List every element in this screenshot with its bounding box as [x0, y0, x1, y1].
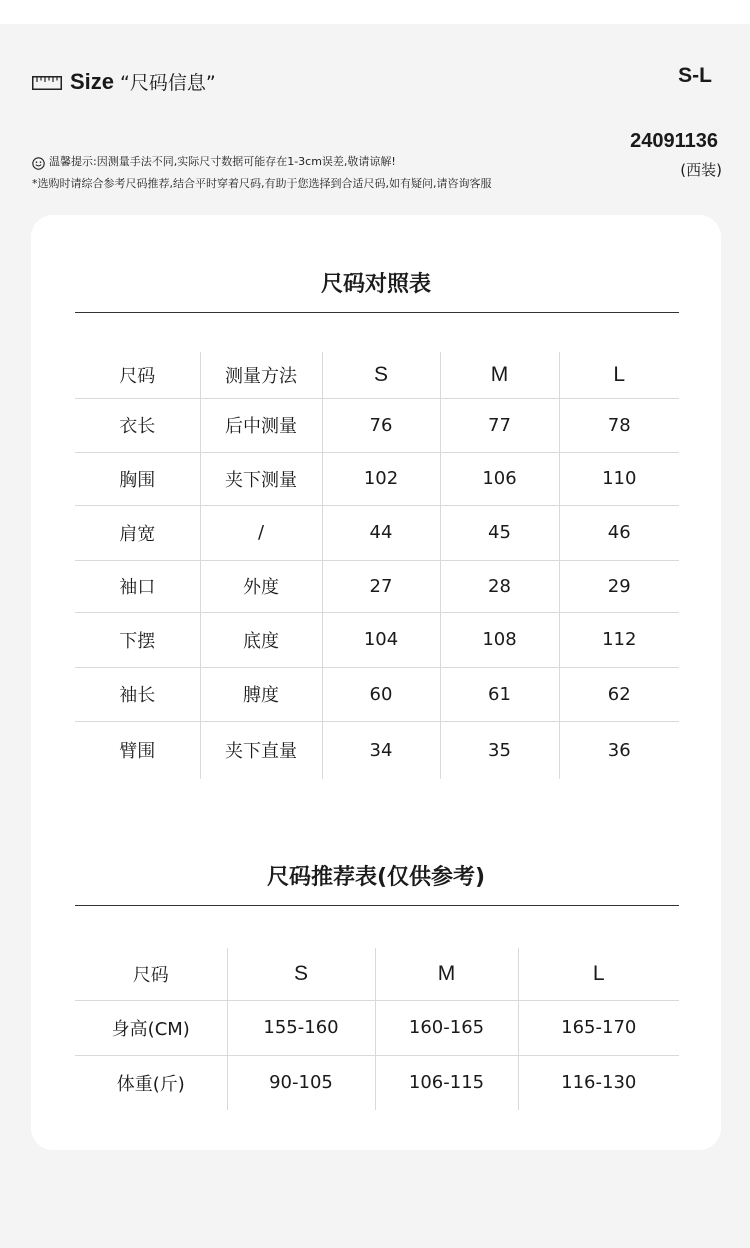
size-chart-divider	[75, 312, 679, 313]
table-row	[75, 505, 679, 560]
table-header-cell: S	[322, 352, 440, 398]
table-row	[75, 667, 679, 721]
recommend-chart-title: 尺码推荐表(仅供参考)	[266, 865, 486, 890]
table-cell: 衣长	[75, 398, 200, 452]
table-cell: 62	[559, 667, 679, 721]
table-cell: 78	[559, 398, 679, 452]
table-cell: 34	[322, 721, 440, 779]
table-row	[75, 612, 679, 667]
size-tables-card	[31, 215, 721, 1150]
table-header-cell: L	[518, 948, 679, 1000]
table-row	[75, 721, 679, 779]
table-header-cell: 尺码	[75, 948, 227, 1000]
table-cell: 夹下测量	[200, 452, 322, 505]
size-chart-title: 尺码对照表	[320, 272, 431, 297]
table-cell: 155-160	[227, 1000, 375, 1055]
table-cell: 108	[440, 612, 559, 667]
tip-text-1: 温馨提示:因测量手法不同,实际尺寸数据可能存在1-3cm误差,敬请谅解!	[49, 155, 396, 168]
table-header-cell: 测量方法	[200, 352, 322, 398]
table-row	[75, 452, 679, 505]
table-cell: 袖长	[75, 667, 200, 721]
table-cell: 102	[322, 452, 440, 505]
table-cell: 46	[559, 505, 679, 560]
table-cell: 44	[322, 505, 440, 560]
table-cell: 袖口	[75, 560, 200, 612]
table-cell: 36	[607, 739, 631, 761]
table-cell: 104	[322, 612, 440, 667]
table-cell: 28	[440, 560, 559, 612]
size-chart-table	[75, 352, 679, 779]
product-type: (西装)	[680, 161, 722, 179]
table-cell: 膊度	[200, 667, 322, 721]
product-code: 24091136	[630, 130, 718, 152]
size-label: Size	[70, 68, 115, 94]
size-subtitle: “尺码信息”	[120, 72, 216, 94]
table-cell: 后中测量	[200, 398, 322, 452]
table-cell: 77	[440, 398, 559, 452]
table-cell: 61	[440, 667, 559, 721]
table-header-row	[75, 352, 679, 398]
table-cell: 胸围	[75, 452, 200, 505]
size-info-header	[32, 68, 216, 95]
table-cell: 45	[440, 505, 559, 560]
table-cell: 165-170	[518, 1000, 679, 1055]
table-cell: /	[200, 505, 322, 560]
table-cell: 27	[322, 560, 440, 612]
table-cell: 106	[440, 452, 559, 505]
table-cell: 下摆	[75, 612, 200, 667]
ruler-icon	[32, 75, 62, 89]
smile-icon	[32, 156, 45, 169]
table-cell: 体重(斤)	[75, 1055, 227, 1110]
table-header-cell: 尺码	[75, 352, 200, 398]
page-background	[0, 24, 750, 1248]
table-header-cell: L	[559, 352, 679, 398]
recommend-chart-divider	[75, 905, 679, 906]
table-cell: 身高(CM)	[75, 1000, 227, 1055]
table-cell: 35	[440, 721, 559, 779]
table-header-cell: M	[375, 948, 518, 1000]
product-code-block	[630, 130, 722, 180]
table-cell: 底度	[200, 612, 322, 667]
table-cell: 60	[322, 667, 440, 721]
table-cell: 116-130	[561, 1072, 637, 1094]
table-cell: 90-105	[227, 1055, 375, 1110]
table-header-cell: S	[227, 948, 375, 1000]
table-row	[75, 1055, 679, 1110]
table-cell: 肩宽	[75, 505, 200, 560]
table-cell: 110	[559, 452, 679, 505]
table-row	[75, 1000, 679, 1055]
table-row	[75, 398, 679, 452]
table-cell: 臂围	[75, 721, 200, 779]
table-cell: 夹下直量	[200, 721, 322, 779]
recommend-chart-table	[75, 948, 679, 1110]
table-header-row	[75, 948, 679, 1000]
tip-text-2: *选购时请综合参考尺码推荐,结合平时穿着尺码,有助于您选择到合适尺码,如有疑问,请咨询客服	[32, 177, 492, 190]
tips-block	[32, 151, 491, 195]
table-cell: 106-115	[375, 1055, 518, 1110]
table-header-cell: M	[440, 352, 559, 398]
table-cell: 76	[322, 398, 440, 452]
tip-line-1	[32, 151, 491, 173]
table-cell: 29	[559, 560, 679, 612]
table-row	[75, 560, 679, 612]
table-cell: 外度	[200, 560, 322, 612]
table-cell: 160-165	[375, 1000, 518, 1055]
table-cell: 112	[559, 612, 679, 667]
tip-line-2	[32, 173, 491, 195]
size-range: S-L	[678, 64, 712, 87]
